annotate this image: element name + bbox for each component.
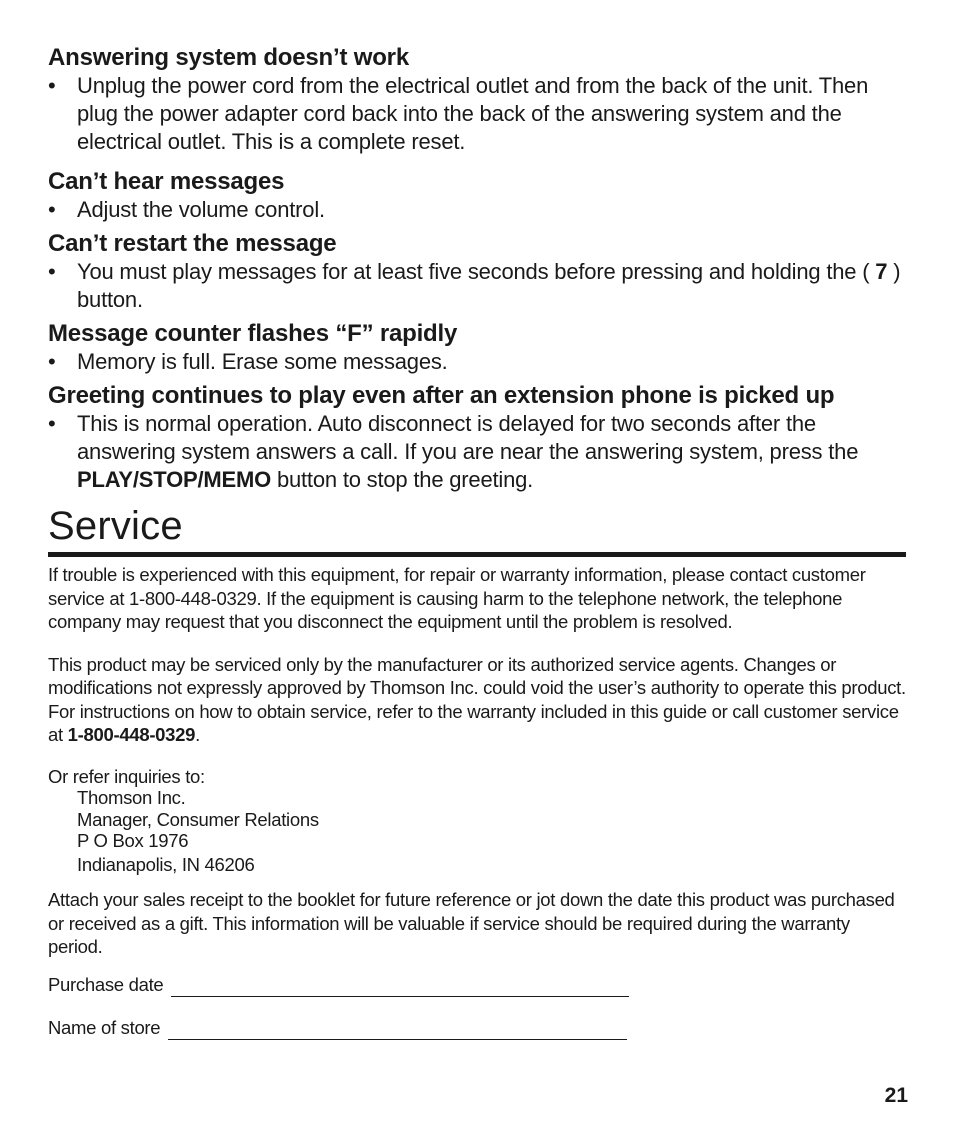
address-line: Thomson Inc. (77, 787, 186, 808)
button-label: PLAY/STOP/MEMO (77, 467, 272, 492)
troubleshoot-section-answering (48, 44, 908, 156)
address-line: P O Box 1976 (77, 830, 189, 851)
bullet-item: • Adjust the volume control. (48, 197, 325, 222)
section-heading: Answering system doesn’t work (48, 44, 409, 71)
purchase-date-line (48, 973, 908, 997)
troubleshoot-section-counter (48, 320, 908, 376)
bullet-icon: • (48, 197, 56, 222)
bullet-item: • Unplug the power cord from the electrical outlet and from the back of the unit. Then plug the power adapter cord back into the back of the answering system and the electrical outlet. This is a complete reset. (48, 73, 869, 154)
purchase-date-field[interactable] (171, 978, 629, 997)
service-paragraph-3: Attach your sales receipt to the booklet for future reference or jot down the date this product was purchased or received as a gift. This information will be valuable if service should be required during the warranty period. (48, 889, 895, 957)
troubleshoot-section-greeting (48, 382, 908, 494)
purchase-date-label: Purchase date (48, 973, 164, 995)
address-line: Indianapolis, IN 46206 (77, 853, 255, 875)
troubleshoot-section-restart (48, 230, 908, 314)
mailing-address (48, 787, 908, 875)
bullet-item: • This is normal operation. Auto disconnect is delayed for two seconds after the answering system answers a call. If you are near the answering system, press the PLAY/STOP/MEMO button to stop the greeting. (48, 411, 859, 492)
store-name-field[interactable] (168, 1021, 627, 1040)
service-paragraph-1: If trouble is experienced with this equipment, for repair or warranty information, please contact customer service at 1-800-448-0329. If the equipment is causing harm to the telephone network, the telephone company may request that you disconnect the equipment until the problem is resolved. (48, 564, 866, 632)
section-heading: Can’t restart the message (48, 230, 337, 257)
page-number: 21 (884, 1084, 908, 1107)
section-heading: Greeting continues to play even after an extension phone is picked up (48, 382, 835, 409)
refer-label: Or refer inquiries to: (48, 765, 205, 787)
bullet-icon: • (48, 411, 56, 436)
phone-number: 1-800-448-0329 (67, 724, 196, 745)
bullet-icon: • (48, 349, 56, 374)
troubleshoot-section-hear (48, 168, 908, 224)
manual-page (48, 44, 908, 1040)
bullet-icon: • (48, 259, 56, 284)
key-label: 7 (875, 259, 888, 284)
page-title: Service (48, 504, 183, 548)
section-heading: Message counter flashes “F” rapidly (48, 320, 458, 347)
store-name-label: Name of store (48, 1016, 161, 1038)
section-heading: Can’t hear messages (48, 168, 285, 195)
bullet-item: • Memory is full. Erase some messages. (48, 349, 448, 374)
store-name-line (48, 1016, 908, 1040)
service-paragraph-2: This product may be serviced only by the manufacturer or its authorized service agents. Changes or modifications not expressly approved by Thomson Inc. could void the user’s authority to operate this product. For instructions on how to obtain service, refer to the warranty included in this guide or call customer service at 1-800-448-0329. (48, 653, 906, 745)
address-line: Manager, Consumer Relations (77, 808, 319, 830)
bullet-item: • You must play messages for at least five seconds before pressing and holding the ( 7 ) button. (48, 259, 901, 312)
bullet-icon: • (48, 73, 56, 98)
title-rule (48, 552, 906, 557)
